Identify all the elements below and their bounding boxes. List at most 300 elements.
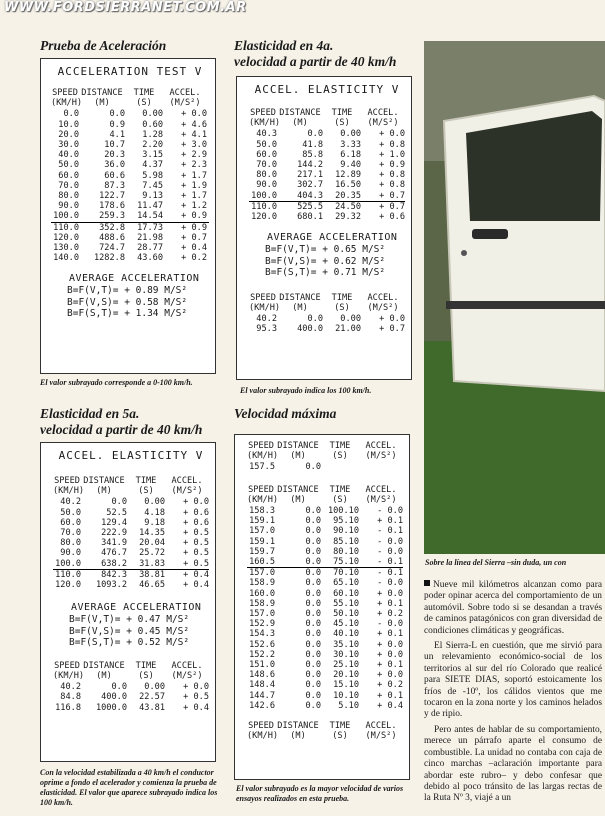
- table-cell: + 0.0: [183, 497, 209, 508]
- table-cell: 24.50: [335, 201, 361, 212]
- table-cell: 0.0: [305, 546, 321, 557]
- table-row: [53, 682, 209, 692]
- table-cell: 43.60: [137, 253, 163, 264]
- table-row: [51, 223, 209, 233]
- table-cell: 100.0: [55, 558, 81, 569]
- table-cell: 4.18: [144, 507, 165, 518]
- table-cell: 157.0: [249, 568, 275, 579]
- table-cell: 36.0: [104, 160, 125, 171]
- table-row: [247, 680, 403, 690]
- table-cell: 11.47: [137, 201, 163, 212]
- table-cell: 80.0: [256, 170, 277, 181]
- table-row: [247, 537, 403, 547]
- table-cell: 0.0: [305, 660, 321, 671]
- column-headers: SPEED DISTANCE TIME ACCEL. (KM/H) (M) (S) (M/S²): [249, 292, 399, 313]
- table-cell: - 0.1: [377, 568, 403, 579]
- table-cell: 148.6: [249, 670, 275, 681]
- table-cell: + 3.0: [181, 140, 207, 151]
- table-cell: 476.7: [101, 548, 127, 559]
- table-cell: 144.7: [249, 690, 275, 701]
- table-cell: 60.0: [60, 517, 81, 528]
- table-cell: + 0.4: [181, 243, 207, 254]
- header-line-1: SPEED DISTANCE TIME ACCEL.: [52, 88, 201, 98]
- column-headers: SPEED DISTANCE TIME ACCEL. (KM/H) (M) (S) (M/S²): [247, 441, 397, 462]
- table-cell: 158.9: [249, 578, 275, 589]
- article-paragraph-2: El Sierra-L en cuestión, que me sirvió para un relevamiento económico-social de los territorios al sur del río Colorado que realicé para SIETE DIAS, soportó estoicamente los fríos de -10º, los cálidos vientos que me tocaron en la zona norte y los caminos helados y de ripio.: [424, 641, 602, 720]
- table-row: [53, 580, 209, 590]
- table-cell: 22.57: [139, 692, 165, 703]
- panel-title: ACCEL. ELASTICITY V: [58, 449, 204, 462]
- table-cell: + 0.9: [181, 211, 207, 222]
- table-cell: 404.3: [297, 190, 323, 201]
- average-title: AVERAGE ACCELERATION: [267, 232, 398, 244]
- formula-vt: B=F(V,T)= + 0.47 M/S²: [69, 614, 190, 626]
- table-cell: 0.00: [144, 497, 165, 508]
- table-row: [249, 202, 405, 212]
- table-cell: 70.0: [58, 180, 79, 191]
- table-cell: + 0.0: [377, 588, 403, 599]
- table-cell: 0.9: [109, 119, 125, 130]
- table-cell: 0.0: [305, 588, 321, 599]
- table-row: [53, 703, 209, 713]
- column-headers: SPEED DISTANCE TIME ACCEL. (KM/H) (M) (S) (M/S²): [53, 476, 203, 497]
- table-cell: 152.6: [249, 639, 275, 650]
- table-row: [249, 191, 405, 202]
- table-cell: 14.54: [137, 211, 163, 222]
- table-row: [51, 181, 209, 191]
- table-cell: 148.4: [249, 680, 275, 691]
- acceleration-rows: [51, 109, 209, 263]
- table-cell: 130.0: [53, 243, 79, 254]
- table-cell: 110.0: [55, 569, 81, 580]
- table-cell: 25.72: [139, 548, 165, 559]
- table-cell: 116.8: [55, 702, 81, 713]
- maxspeed-heading: Velocidad máxima: [234, 406, 337, 421]
- table-row: [249, 160, 405, 170]
- table-cell: + 0.5: [183, 692, 209, 703]
- table-row: [249, 324, 405, 334]
- table-row: [51, 201, 209, 211]
- table-row: [247, 640, 403, 650]
- table-row: [249, 180, 405, 190]
- table-cell: 40.2: [256, 314, 277, 325]
- table-cell: + 0.4: [183, 702, 209, 713]
- table-cell: + 1.0: [379, 149, 405, 160]
- table-cell: 3.33: [340, 139, 361, 150]
- table-cell: + 0.6: [183, 517, 209, 528]
- table-row: [53, 497, 209, 507]
- table-cell: 28.77: [137, 243, 163, 254]
- table-row: [247, 691, 403, 701]
- maxspeed-caption: El valor subrayado es la mayor velocidad de varios ensayos realizados en esta prueba.: [236, 784, 404, 803]
- table-row: [247, 701, 403, 711]
- table-cell: + 1.9: [181, 180, 207, 191]
- table-cell: 0.0: [305, 629, 321, 640]
- table-cell: 0.0: [305, 557, 321, 568]
- table-row: [53, 570, 209, 580]
- table-cell: + 1.7: [181, 191, 207, 202]
- column-headers: SPEED DISTANCE TIME ACCEL. (KM/H) (M) (S) (M/S²): [249, 108, 399, 129]
- table-cell: + 0.0: [377, 670, 403, 681]
- table-cell: 0.0: [111, 682, 127, 693]
- table-cell: 144.2: [297, 160, 323, 171]
- table-cell: + 0.7: [379, 190, 405, 201]
- table-cell: 4.37: [142, 160, 163, 171]
- table-cell: 70.0: [60, 528, 81, 539]
- table-cell: 70.0: [256, 160, 277, 171]
- elasticity4-panel: [236, 76, 412, 380]
- table-cell: 40.2: [60, 497, 81, 508]
- acceleration-caption: El valor subrayado corresponde a 0-100 km/h.: [40, 378, 193, 387]
- table-cell: 0.0: [111, 497, 127, 508]
- table-row: [249, 314, 405, 324]
- table-cell: 15.10: [333, 680, 359, 691]
- table-row: [51, 120, 209, 130]
- table-cell: + 0.7: [379, 201, 405, 212]
- table-row: [51, 109, 209, 119]
- table-row: [53, 692, 209, 702]
- table-row: [51, 253, 209, 263]
- table-cell: 50.10: [333, 609, 359, 620]
- table-cell: 158.9: [249, 598, 275, 609]
- article-body: [424, 580, 602, 809]
- table-cell: 20.3: [104, 150, 125, 161]
- table-cell: 0.0: [305, 680, 321, 691]
- table-cell: 90.0: [256, 180, 277, 191]
- table-cell: + 0.7: [181, 232, 207, 243]
- table-cell: 100.0: [53, 211, 79, 222]
- table-cell: 152.9: [249, 619, 275, 630]
- table-row: [249, 129, 405, 139]
- table-row: [53, 508, 209, 518]
- table-row: [51, 140, 209, 150]
- elasticity5-rows: [53, 497, 209, 590]
- table-cell: 0.0: [305, 670, 321, 681]
- table-cell: 10.7: [104, 140, 125, 151]
- table-cell: + 0.0: [379, 129, 405, 140]
- table-cell: 152.2: [249, 649, 275, 660]
- table-row: [247, 660, 403, 670]
- table-cell: 680.1: [297, 212, 323, 223]
- table-cell: 60.10: [333, 588, 359, 599]
- table-cell: 14.35: [139, 528, 165, 539]
- table-row: [51, 171, 209, 181]
- table-cell: + 0.7: [379, 324, 405, 335]
- table-cell: + 0.1: [377, 516, 403, 527]
- table-cell: 160.0: [249, 588, 275, 599]
- table-cell: 9.13: [142, 191, 163, 202]
- table-cell: 30.10: [333, 649, 359, 660]
- table-cell: 25.10: [333, 660, 359, 671]
- table-cell: 142.6: [249, 700, 275, 711]
- table-cell: 157.0: [249, 609, 275, 620]
- table-cell: 1093.2: [95, 580, 127, 591]
- table-cell: + 0.0: [379, 314, 405, 325]
- table-cell: 0.0: [305, 619, 321, 630]
- table-cell: 0.0: [305, 516, 321, 527]
- table-cell: 6.18: [340, 149, 361, 160]
- column-headers: SPEED DISTANCE TIME ACCEL. (KM/H) (M) (S) (M/S²): [247, 484, 397, 505]
- table-cell: 151.0: [249, 660, 275, 671]
- table-cell: + 0.0: [377, 639, 403, 650]
- table-cell: 65.10: [333, 578, 359, 589]
- table-cell: 0.0: [305, 526, 321, 537]
- table-cell: 0.00: [144, 682, 165, 693]
- table-row: [53, 518, 209, 528]
- formula-vs: B=F(V,S)= + 0.62 M/S²: [265, 255, 386, 267]
- table-row: [247, 526, 403, 536]
- maxspeed-top-row: 157.5 0.0: [249, 462, 321, 473]
- table-cell: + 0.6: [183, 507, 209, 518]
- table-cell: 30.0: [58, 140, 79, 151]
- panel-title: ACCEL. ELASTICITY V: [254, 83, 400, 96]
- table-cell: + 0.9: [379, 160, 405, 171]
- table-cell: 0.0: [305, 506, 321, 517]
- table-cell: 20.35: [335, 190, 361, 201]
- table-cell: 0.0: [305, 700, 321, 711]
- car-door-photo: [424, 41, 605, 554]
- table-cell: 3.15: [142, 150, 163, 161]
- table-cell: 50.0: [58, 160, 79, 171]
- table-row: [247, 589, 403, 599]
- table-cell: + 0.2: [377, 609, 403, 620]
- table-cell: - 0.0: [377, 619, 403, 630]
- elasticity4-heading-1: Elasticidad en 4a.: [234, 38, 334, 53]
- table-cell: 5.10: [338, 700, 359, 711]
- site-watermark: WWW.FORDSIERRANET.COM.AR: [4, 0, 247, 15]
- table-cell: 0.0: [305, 568, 321, 579]
- table-cell: + 0.1: [377, 598, 403, 609]
- table-cell: 0.0: [63, 109, 79, 120]
- table-row: [247, 619, 403, 629]
- table-cell: 10.0: [58, 119, 79, 130]
- table-cell: 341.9: [101, 538, 127, 549]
- table-row: [247, 506, 403, 516]
- table-cell: 17.73: [137, 222, 163, 233]
- table-cell: 0.60: [142, 119, 163, 130]
- table-cell: 120.0: [53, 232, 79, 243]
- table-cell: 16.50: [335, 180, 361, 191]
- table-row: [247, 629, 403, 639]
- table-cell: + 0.5: [183, 548, 209, 559]
- column-headers: SPEED DISTANCE TIME ACCEL. (KM/H) (M) (S) (M/S²): [247, 721, 397, 742]
- table-cell: 40.10: [333, 629, 359, 640]
- elasticity4-rows: [249, 129, 405, 222]
- table-cell: + 1.2: [181, 201, 207, 212]
- table-cell: 110.0: [53, 222, 79, 233]
- table-cell: 70.10: [333, 568, 359, 579]
- table-cell: 525.5: [297, 201, 323, 212]
- table-cell: 100.0: [251, 190, 277, 201]
- table-cell: 217.1: [297, 170, 323, 181]
- table-cell: + 0.6: [379, 212, 405, 223]
- table-row: [249, 170, 405, 180]
- table-row: [53, 548, 209, 558]
- formula-st: B=F(S,T)= + 1.34 M/S²: [67, 308, 188, 320]
- table-cell: + 0.4: [183, 569, 209, 580]
- acceleration-heading: Prueba de Aceleración: [40, 38, 167, 53]
- table-cell: 85.8: [302, 149, 323, 160]
- table-cell: 129.4: [101, 517, 127, 528]
- table-cell: 157.0: [249, 526, 275, 537]
- table-row: [53, 559, 209, 570]
- table-cell: 84.8: [60, 692, 81, 703]
- table-row: [249, 150, 405, 160]
- elasticity5-heading-2: velocidad a partir de 40 km/h: [40, 422, 203, 437]
- elasticity5-heading-1: Elasticidad en 5a.: [40, 406, 140, 421]
- table-cell: 0.0: [305, 690, 321, 701]
- elasticity5-sub-rows: [53, 682, 209, 713]
- table-cell: 75.10: [333, 557, 359, 568]
- table-cell: 160.5: [249, 557, 275, 568]
- table-cell: 50.0: [60, 507, 81, 518]
- table-cell: + 0.2: [377, 680, 403, 691]
- table-cell: + 0.1: [377, 660, 403, 671]
- table-cell: 5.98: [142, 170, 163, 181]
- table-cell: 0.0: [307, 314, 323, 325]
- table-cell: 0.00: [340, 129, 361, 140]
- formula-vt: B=F(V,T)= + 0.65 M/S²: [265, 244, 386, 256]
- table-row: [247, 568, 403, 578]
- table-cell: 60.0: [58, 170, 79, 181]
- table-cell: 60.0: [256, 149, 277, 160]
- table-row: [53, 528, 209, 538]
- table-cell: 0.0: [305, 536, 321, 547]
- table-row: [247, 557, 403, 568]
- table-cell: 154.3: [249, 629, 275, 640]
- elasticity5-caption: Con la velocidad estabilizada a 40 km/h el conductor oprime a fondo el acelerador y comienza la prueba de elasticidad. El valor que aparece subrayado indica los 100 km/h.: [40, 768, 218, 807]
- table-cell: 120.0: [251, 212, 277, 223]
- elasticity5-panel: [40, 442, 216, 762]
- table-cell: 120.0: [55, 580, 81, 591]
- table-row: [53, 538, 209, 548]
- table-cell: 1.28: [142, 129, 163, 140]
- table-cell: 10.10: [333, 690, 359, 701]
- table-cell: 90.10: [333, 526, 359, 537]
- table-cell: 80.0: [60, 538, 81, 549]
- table-cell: + 2.9: [181, 150, 207, 161]
- table-cell: + 0.2: [181, 253, 207, 264]
- table-row: [247, 547, 403, 557]
- table-cell: 0.0: [305, 578, 321, 589]
- car-door-illustration: [424, 41, 605, 554]
- table-row: [247, 650, 403, 660]
- table-cell: 222.9: [101, 528, 127, 539]
- table-cell: 31.83: [139, 558, 165, 569]
- table-row: [51, 243, 209, 253]
- table-cell: 400.0: [297, 324, 323, 335]
- table-cell: - 0.1: [377, 557, 403, 568]
- table-cell: 4.1: [109, 129, 125, 140]
- table-cell: 0.0: [305, 639, 321, 650]
- formula-vs: B=F(V,S)= + 0.58 M/S²: [67, 296, 188, 308]
- table-cell: 80.0: [58, 191, 79, 202]
- formula-st: B=F(S,T)= + 0.71 M/S²: [265, 267, 386, 279]
- table-cell: 12.89: [335, 170, 361, 181]
- table-cell: 0.0: [305, 649, 321, 660]
- table-row: [247, 609, 403, 619]
- table-cell: 122.7: [99, 191, 125, 202]
- header-line-2: (KM/H) (M) (S) (M/S²): [51, 98, 201, 109]
- table-cell: 159.7: [249, 546, 275, 557]
- table-cell: 7.45: [142, 180, 163, 191]
- table-cell: 21.98: [137, 232, 163, 243]
- table-cell: 29.32: [335, 212, 361, 223]
- table-cell: 488.6: [99, 232, 125, 243]
- table-cell: + 0.0: [183, 682, 209, 693]
- table-cell: 140.0: [53, 253, 79, 264]
- table-cell: + 0.8: [379, 139, 405, 150]
- table-cell: 110.0: [251, 201, 277, 212]
- elasticity4-heading-2: velocidad a partir de 40 km/h: [234, 54, 397, 69]
- table-cell: 259.3: [99, 211, 125, 222]
- table-cell: 85.10: [333, 536, 359, 547]
- table-row: [247, 599, 403, 609]
- photo-caption: Sobre la línea del Sierra –sin duda, un con: [425, 558, 567, 567]
- table-row: [249, 140, 405, 150]
- table-cell: 87.3: [104, 180, 125, 191]
- table-cell: 159.1: [249, 516, 275, 527]
- table-cell: - 0.0: [377, 546, 403, 557]
- table-cell: 0.00: [142, 109, 163, 120]
- formula-vs: B=F(V,S)= + 0.45 M/S²: [69, 625, 190, 637]
- table-cell: 20.0: [58, 129, 79, 140]
- table-cell: 1000.0: [95, 702, 127, 713]
- table-cell: + 0.5: [183, 528, 209, 539]
- table-cell: 302.7: [297, 180, 323, 191]
- table-cell: 352.8: [99, 222, 125, 233]
- table-row: [51, 191, 209, 201]
- table-cell: 100.10: [327, 506, 359, 517]
- table-cell: + 0.1: [377, 690, 403, 701]
- table-row: [247, 516, 403, 526]
- table-cell: 40.0: [58, 150, 79, 161]
- table-cell: 0.0: [307, 129, 323, 140]
- table-cell: 158.3: [249, 506, 275, 517]
- table-cell: 20.10: [333, 670, 359, 681]
- table-cell: + 0.5: [183, 558, 209, 569]
- table-cell: + 0.4: [183, 580, 209, 591]
- average-title: AVERAGE ACCELERATION: [71, 602, 202, 614]
- table-cell: 0.00: [340, 314, 361, 325]
- average-title: AVERAGE ACCELERATION: [69, 273, 200, 285]
- table-row: [51, 211, 209, 222]
- table-cell: 55.10: [333, 598, 359, 609]
- table-cell: 80.10: [333, 546, 359, 557]
- table-cell: + 0.8: [379, 180, 405, 191]
- table-row: [249, 212, 405, 222]
- table-cell: 1282.8: [93, 253, 125, 264]
- table-cell: 40.3: [256, 129, 277, 140]
- table-cell: + 0.0: [181, 109, 207, 120]
- table-cell: 178.6: [99, 201, 125, 212]
- article-paragraph-3: Pero antes de hablar de su comportamiento, merece un párrafo aparte el consumo de combustible. La unidad no contaba con caja de cinco marchas –aclaración importante para abordar este rubro– y debo confesar que debido al poco tránsito de las largas rectas de la Ruta Nº 3, viajé a un: [424, 724, 602, 804]
- table-cell: 400.0: [101, 692, 127, 703]
- table-cell: + 0.0: [377, 649, 403, 660]
- table-cell: + 4.1: [181, 129, 207, 140]
- maxspeed-rows: [247, 506, 403, 711]
- acceleration-panel: [40, 58, 216, 374]
- table-cell: 35.10: [333, 639, 359, 650]
- table-cell: + 0.5: [183, 538, 209, 549]
- table-cell: + 1.7: [181, 170, 207, 181]
- table-row: [51, 233, 209, 243]
- table-cell: 41.8: [302, 139, 323, 150]
- table-cell: 20.04: [139, 538, 165, 549]
- table-cell: 0.0: [305, 598, 321, 609]
- table-row: [247, 578, 403, 588]
- table-cell: 2.20: [142, 140, 163, 151]
